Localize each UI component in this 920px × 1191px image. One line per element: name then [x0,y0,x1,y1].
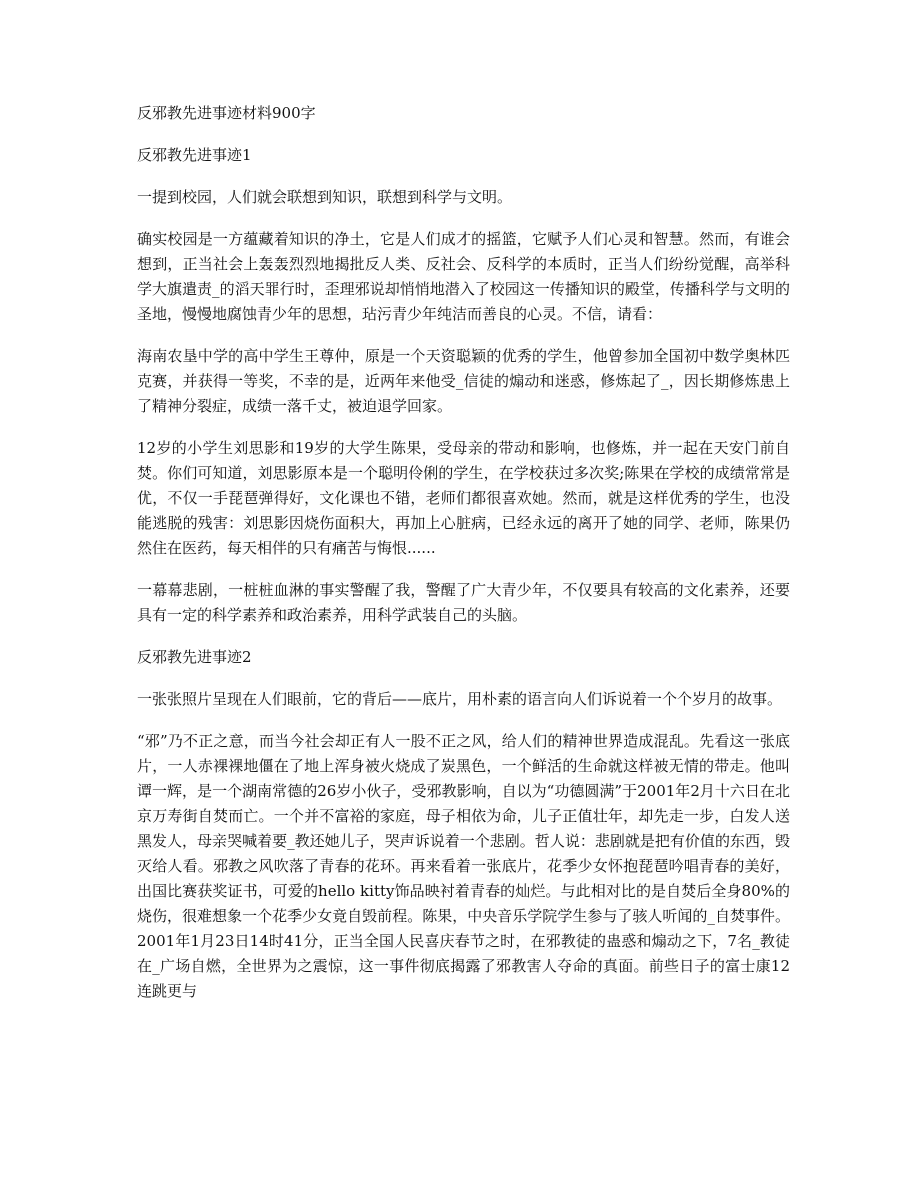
section-heading-1: 反邪教先进事迹1 [137,146,252,164]
paragraph: “邪”乃不正之意，而当今社会却正有人一股不正之风，给人们的精神世界造成混乱。先看这一张底片，一人赤裸裸地僵在了地上浑身被火烧成了炭黑色，一个鲜活的生命就这样被无情的带走。他叫谭一辉，是一个湖南常德的26岁小伙子，受邪教影响，自以为“功德圆满”于2001年2月十六日在北京万寿街自焚而亡。一个并不富裕的家庭，母子相依为命，儿子正值壮年，却先走一步，白发人送黑发人，母亲哭喊着要_教还她儿子，哭声诉说着一个悲剧。哲人说：悲剧就是把有价值的东西，毁灭给人看。邪教之风吹落了青春的花环。再来看着一张底片，花季少女怀抱琵琶吟唱青春的美好，出国比赛获奖证书，可爱的hello kitty饰品映衬着青春的灿烂。与此相对比的是自焚后全身80%的烧伤，很难想象一个花季少女竟自毁前程。陈果，中央音乐学院学生参与了骇人听闻的_自焚事件。2001年1月23日14时41分，正当全国人民喜庆春节之时，在邪教徒的蛊惑和煽动之下，7名_教徒在_广场自燃，全世界为之震惊，这一事件彻底揭露了邪教害人夺命的真面。前些日子的富士康12连跳更与 [137,732,790,1000]
paragraph: 一提到校园，人们就会联想到知识，联想到科学与文明。 [137,188,513,206]
paragraph: 一幕幕悲剧，一桩桩血淋的事实警醒了我，警醒了广大青少年，不仅要具有较高的文化素养，还要具有一定的科学素养和政治素养，用科学武装自己的头脑。 [137,581,790,624]
document-title: 反邪教先进事迹材料900字 [137,104,316,122]
section-heading-2: 反邪教先进事迹2 [137,648,252,666]
paragraph: 12岁的小学生刘思影和19岁的大学生陈果，受母亲的带动和影响，也修炼，并一起在天安门前自焚。你们可知道，刘思影原本是一个聪明伶俐的学生，在学校获过多次奖;陈果在学校的成绩常常是优，不仅一手琵琶弹得好，文化课也不错，老师们都很喜欢她。然而，就是这样优秀的学生，也没能逃脱的残害：刘思影因烧伤面积大，再加上心脏病，已经永远的离开了她的同学、老师，陈果仍然住在医药，每天相伴的只有痛苦与悔恨...... [137,439,790,557]
paragraph: 一张张照片呈现在人们眼前，它的背后——底片，用朴素的语言向人们诉说着一个个岁月的故事。 [137,690,783,708]
paragraph: 海南农垦中学的高中学生王尊仲，原是一个天资聪颖的优秀的学生，他曾参加全国初中数学奥林匹克赛，并获得一等奖，不幸的是，近两年来他受_信徒的煽动和迷惑，修炼起了_，因长期修炼患上了精神分裂症，成绩一落千丈，被迫退学回家。 [137,347,790,415]
paragraph: 确实校园是一方蕴藏着知识的净土，它是人们成才的摇篮，它赋予人们心灵和智慧。然而，有谁会想到，正当社会上轰轰烈烈地揭批反人类、反社会、反科学的本质时，正当人们纷纷觉醒，高举科学大旗遣责_的滔天罪行时，歪理邪说却悄悄地潜入了校园这一传播知识的殿堂，传播科学与文明的圣地，慢慢地腐蚀青少年的思想，玷污青少年纯洁而善良的心灵。不信，请看： [137,230,790,323]
